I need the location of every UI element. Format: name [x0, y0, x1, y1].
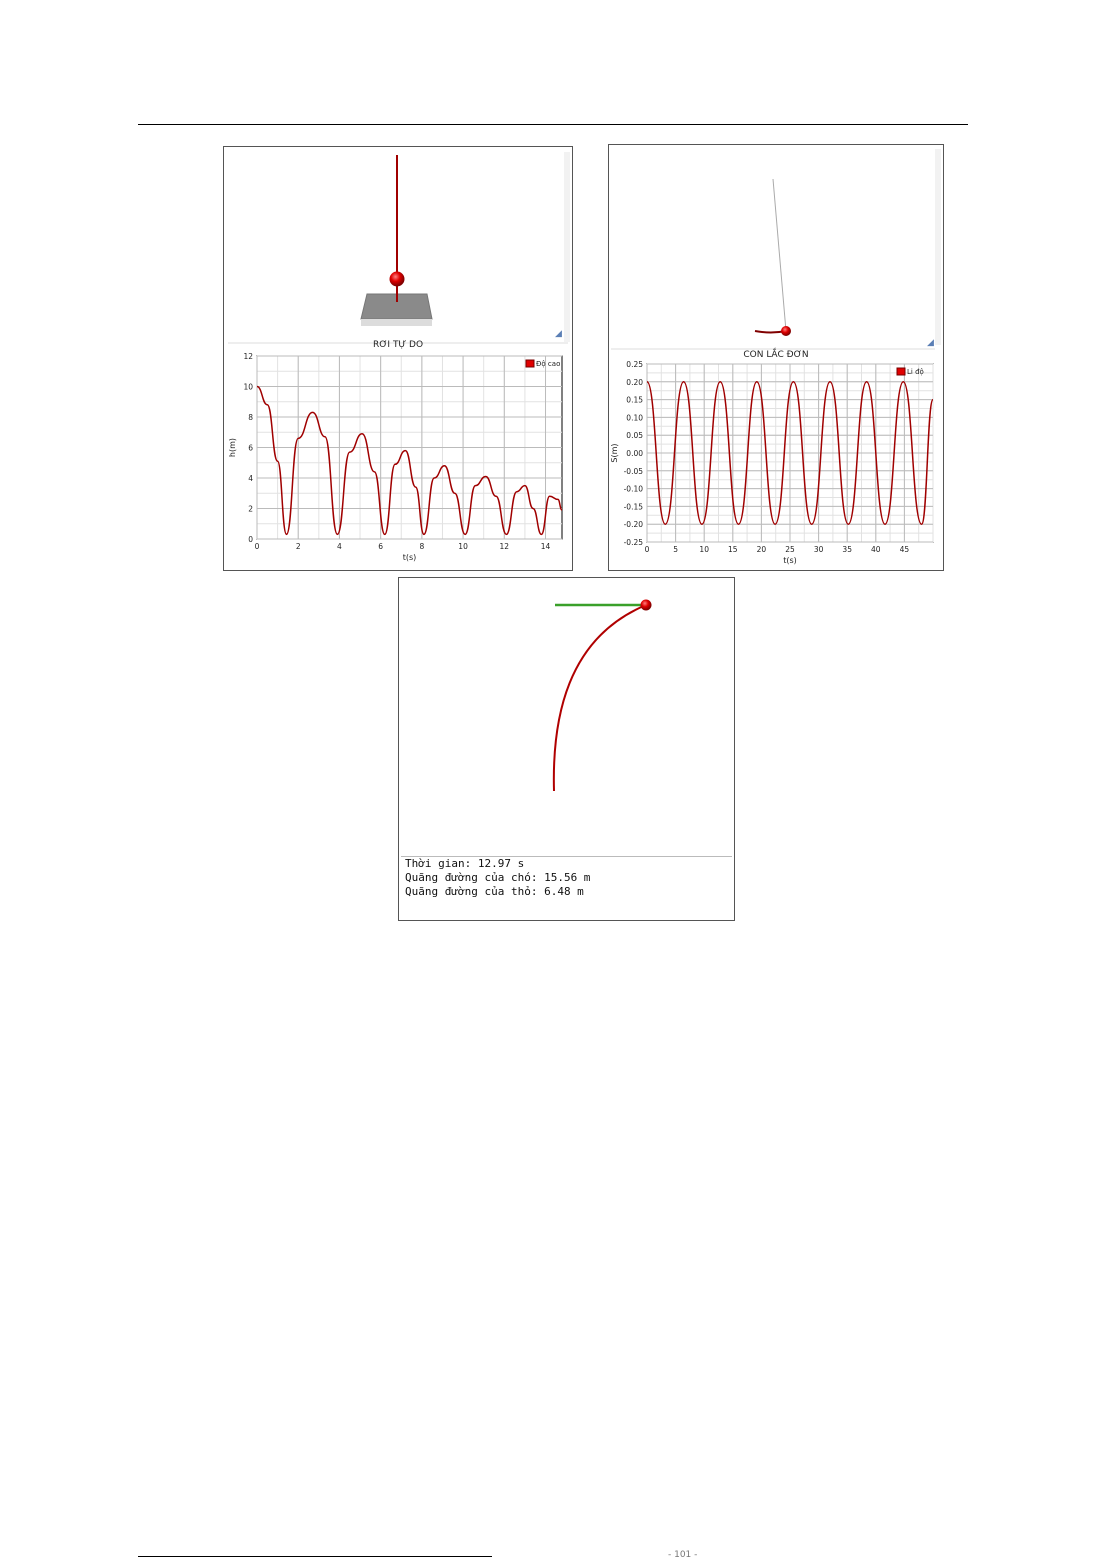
y-tick-label: -0.25	[623, 538, 643, 547]
y-tick-label: 0.05	[626, 431, 643, 441]
x-tick-label: 20	[756, 545, 767, 554]
legend-swatch	[526, 360, 534, 367]
chart-title: RƠI TỰ DO	[372, 340, 424, 350]
x-tick-label: 15	[728, 545, 738, 554]
x-tick-label: 45	[899, 545, 910, 554]
y-tick-label: 2	[248, 504, 253, 514]
x-tick-label: 2	[295, 542, 301, 551]
y-tick-label: -0.20	[623, 520, 643, 530]
time-readout: Thời gian: 12.97 s	[405, 857, 525, 870]
y-tick-label: 4	[248, 474, 253, 483]
y-tick-label: 6	[248, 443, 253, 453]
dog-icon[interactable]	[641, 600, 652, 611]
x-tick-label: 10	[699, 545, 709, 554]
info-box	[401, 856, 732, 917]
x-tick-label: 10	[458, 542, 468, 551]
x-tick-label: 4	[337, 542, 342, 551]
free-fall-chart	[224, 147, 572, 570]
x-tick-label: 12	[499, 542, 510, 551]
dog-distance-readout: Quãng đường của chó: 15.56 m	[405, 871, 591, 884]
chart-title: CON LẮC ĐƠN	[743, 350, 809, 360]
x-tick-label: 0	[644, 545, 650, 554]
y-tick-label: 0.15	[626, 395, 643, 405]
legend-swatch	[897, 368, 905, 375]
resize-handle-icon[interactable]: ◢	[555, 329, 562, 339]
pendulum-chart	[609, 145, 943, 570]
header-rule	[138, 124, 968, 125]
y-tick-label: 10	[243, 382, 253, 392]
y-tick-label: 0	[248, 535, 253, 544]
legend-label: Độ cao	[536, 360, 561, 368]
resize-handle-icon[interactable]: ◢	[927, 338, 934, 348]
page-marker: - 101 -	[668, 1550, 698, 1560]
dog-path	[554, 605, 646, 791]
y-axis-label: h(m)	[228, 437, 237, 458]
footnote-rule	[138, 1556, 492, 1557]
y-tick-label: 0.20	[626, 377, 643, 387]
x-tick-label: 8	[419, 542, 425, 551]
y-tick-label: 0.25	[626, 360, 643, 369]
y-tick-label: 8	[248, 413, 253, 422]
y-tick-label: -0.15	[623, 502, 643, 512]
x-axis-label: t(s)	[783, 556, 797, 565]
x-tick-label: 0	[254, 542, 260, 551]
y-tick-label: 0.00	[626, 449, 643, 458]
x-tick-label: 40	[871, 545, 881, 554]
y-tick-label: -0.10	[623, 484, 643, 494]
rabbit-distance-readout: Quãng đường của thỏ: 6.48 m	[405, 885, 584, 898]
y-axis-label: S(m)	[610, 443, 619, 463]
y-tick-label: 12	[243, 352, 253, 361]
x-tick-label: 30	[813, 545, 824, 554]
y-tick-label: -0.05	[623, 466, 643, 476]
legend-label: Li độ	[907, 368, 924, 376]
x-tick-label: 25	[785, 545, 795, 554]
pendulum-panel	[608, 144, 944, 571]
dog-rabbit-panel	[398, 577, 735, 921]
x-tick-label: 5	[673, 545, 678, 554]
x-tick-label: 6	[378, 542, 384, 551]
x-tick-label: 35	[842, 545, 852, 554]
free-fall-panel	[223, 146, 573, 571]
x-axis-label: t(s)	[402, 553, 417, 562]
x-tick-label: 14	[540, 542, 551, 551]
y-tick-label: 0.10	[626, 413, 643, 423]
